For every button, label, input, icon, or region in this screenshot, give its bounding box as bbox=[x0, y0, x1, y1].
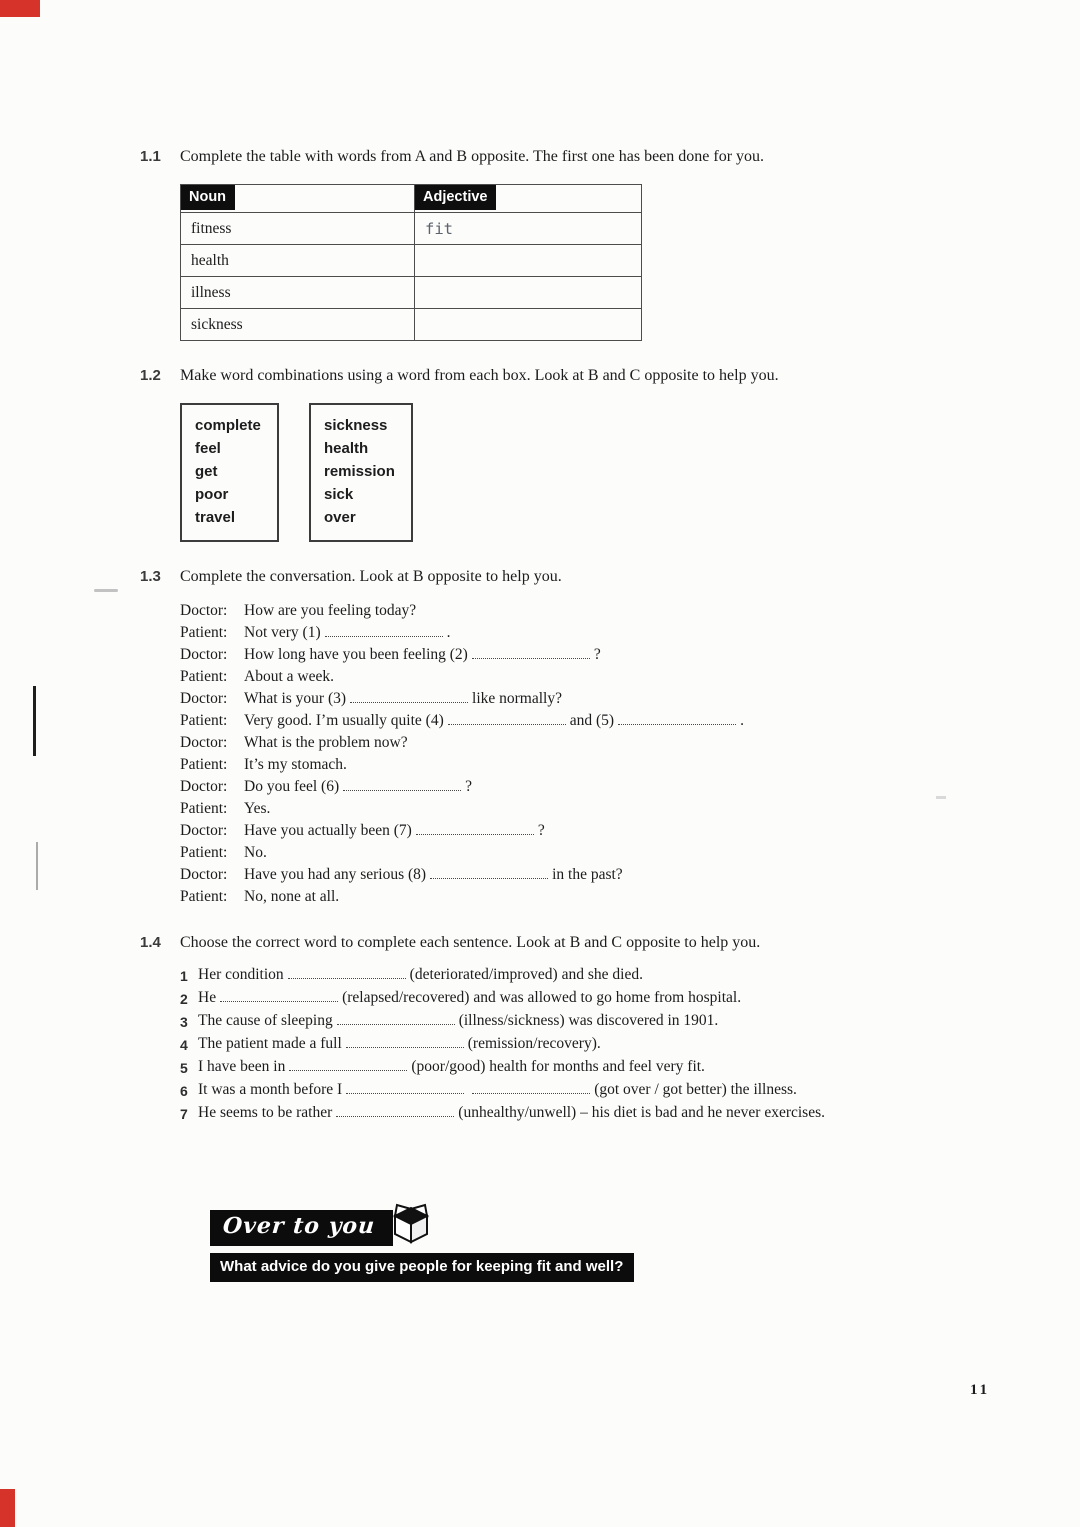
noun-cell: health bbox=[181, 245, 415, 277]
exercise-number: 1.2 bbox=[140, 367, 161, 384]
sentence-number: 4 bbox=[180, 1037, 188, 1053]
answer-blank bbox=[350, 691, 468, 703]
conversation-line bbox=[180, 710, 952, 732]
table-row bbox=[181, 213, 642, 245]
box-word: remission bbox=[324, 463, 395, 480]
table-row bbox=[181, 309, 642, 341]
exercise-1-2 bbox=[140, 365, 952, 542]
text-segment: No, none at all. bbox=[244, 888, 340, 905]
exercise-instruction: Complete the conversation. Look at B opposite to help you. bbox=[180, 568, 562, 585]
over-to-you-title: Over to you bbox=[221, 1213, 377, 1239]
box-word: feel bbox=[195, 440, 221, 457]
speaker-label: Doctor: bbox=[180, 822, 228, 839]
adjective-cell bbox=[415, 277, 642, 309]
sentence bbox=[180, 1102, 952, 1125]
text-segment: What is your (3) bbox=[244, 690, 347, 707]
text-segment: and (5) bbox=[569, 712, 615, 729]
conversation-line bbox=[180, 644, 952, 666]
text-segment: Have you actually been (7) bbox=[244, 822, 412, 839]
page-number: 11 bbox=[970, 1382, 991, 1398]
sentence bbox=[180, 1056, 952, 1079]
answer-blank bbox=[618, 713, 736, 725]
noun-adjective-table-body bbox=[181, 213, 642, 341]
text-segment: Have you had any serious (8) bbox=[244, 866, 427, 883]
line-text bbox=[244, 798, 952, 820]
conversation-line bbox=[180, 754, 952, 776]
speaker-label: Patient: bbox=[180, 624, 228, 641]
over-to-you-section bbox=[210, 1203, 952, 1282]
sentence bbox=[180, 987, 952, 1010]
answer-blank bbox=[472, 1082, 590, 1094]
word-boxes bbox=[180, 403, 952, 542]
answer-blank bbox=[416, 823, 534, 835]
text-segment: (got over / got better) the illness. bbox=[594, 1081, 797, 1098]
sentence bbox=[180, 964, 952, 987]
text-segment: It’s my stomach. bbox=[244, 756, 347, 773]
conversation-line bbox=[180, 776, 952, 798]
noun-header-label: Noun bbox=[181, 185, 235, 210]
text-segment: He seems to be rather bbox=[198, 1104, 333, 1121]
conversation-line bbox=[180, 820, 952, 842]
line-text bbox=[244, 842, 952, 864]
answer-blank bbox=[430, 867, 548, 879]
sentence bbox=[180, 1010, 952, 1033]
line-text bbox=[244, 776, 952, 798]
over-to-you-banner bbox=[210, 1210, 393, 1246]
text-segment: (deteriorated/improved) and she died. bbox=[409, 966, 643, 983]
text-segment: (remission/recovery). bbox=[467, 1035, 601, 1052]
text-segment: What is the problem now? bbox=[244, 734, 408, 751]
text-segment: (relapsed/recovered) and was allowed to go home from hospital. bbox=[342, 989, 742, 1006]
box-word: sick bbox=[324, 486, 354, 503]
table-row bbox=[181, 245, 642, 277]
line-text bbox=[244, 864, 952, 886]
answer-blank bbox=[325, 625, 443, 637]
text-segment: . bbox=[446, 624, 451, 641]
line-text bbox=[244, 622, 952, 644]
adjective-header-label: Adjective bbox=[415, 185, 496, 210]
speaker-label: Doctor: bbox=[180, 602, 228, 619]
text-segment: Very good. I’m usually quite (4) bbox=[244, 712, 444, 729]
text-segment: . bbox=[740, 712, 744, 729]
exercise-1-4 bbox=[140, 932, 952, 1125]
text-segment: How long have you been feeling (2) bbox=[244, 646, 468, 663]
text-segment: It was a month before I bbox=[198, 1081, 343, 1098]
sentence-text bbox=[198, 1102, 898, 1125]
sentence-number: 2 bbox=[180, 991, 188, 1007]
text-segment: in the past? bbox=[552, 866, 623, 883]
word-box-2 bbox=[309, 403, 413, 542]
text-segment: like normally? bbox=[472, 690, 562, 707]
line-text bbox=[244, 644, 952, 666]
exercise-instruction: Choose the correct word to complete each sentence. Look at B and C opposite to help you. bbox=[180, 934, 761, 951]
answer-blank bbox=[472, 647, 590, 659]
scan-artifact-line-faint bbox=[36, 842, 38, 890]
conversation-line bbox=[180, 732, 952, 754]
over-to-you-question: What advice do you give people for keeping fit and well? bbox=[210, 1253, 634, 1282]
scan-artifact-dash bbox=[94, 589, 118, 592]
adjective-cell bbox=[415, 309, 642, 341]
box-word: travel bbox=[195, 509, 236, 526]
box-word: get bbox=[195, 463, 218, 480]
exercise-instruction: Make word combinations using a word from each box. Look at B and C opposite to help you. bbox=[180, 367, 779, 384]
conversation-line bbox=[180, 622, 952, 644]
noun-adjective-table bbox=[180, 184, 642, 341]
text-segment: The cause of sleeping bbox=[198, 1012, 333, 1029]
box-word: health bbox=[324, 440, 369, 457]
conversation-line bbox=[180, 842, 952, 864]
answer-blank bbox=[220, 990, 338, 1002]
adjective-cell bbox=[415, 245, 642, 277]
text-segment: I have been in bbox=[198, 1058, 286, 1075]
answer-blank bbox=[289, 1059, 407, 1071]
noun-cell: sickness bbox=[181, 309, 415, 341]
line-text bbox=[244, 820, 952, 842]
text-segment: (unhealthy/unwell) – his diet is bad and he never exercises. bbox=[458, 1104, 825, 1121]
sentence-number: 1 bbox=[180, 968, 188, 984]
adjective-cell: fit bbox=[415, 213, 642, 245]
sentence bbox=[180, 1033, 952, 1056]
conversation-line bbox=[180, 600, 952, 622]
line-text bbox=[244, 886, 952, 908]
speaker-label: Patient: bbox=[180, 668, 228, 685]
text-segment: About a week. bbox=[244, 668, 334, 685]
table-header-row bbox=[181, 185, 642, 213]
sentence-text bbox=[198, 964, 898, 987]
adjective-header-cell bbox=[415, 185, 642, 213]
speaker-label: Doctor: bbox=[180, 690, 228, 707]
scan-artifact-red-top bbox=[0, 0, 40, 17]
sentence-text bbox=[198, 987, 898, 1010]
page-content bbox=[140, 146, 952, 1282]
line-text bbox=[244, 666, 952, 688]
text-segment: ? bbox=[537, 822, 545, 839]
sentence-text bbox=[198, 1010, 898, 1033]
text-segment: Yes. bbox=[244, 800, 271, 817]
exercise-number: 1.4 bbox=[140, 934, 161, 951]
conversation-line bbox=[180, 864, 952, 886]
line-text bbox=[244, 754, 952, 776]
table-row bbox=[181, 277, 642, 309]
line-text bbox=[244, 688, 952, 710]
text-segment: ? bbox=[593, 646, 601, 663]
sentence bbox=[180, 1079, 952, 1102]
sentence-number: 6 bbox=[180, 1083, 188, 1099]
exercise-1-1 bbox=[140, 146, 952, 341]
word-box-1 bbox=[180, 403, 279, 542]
text-segment: The patient made a full bbox=[198, 1035, 342, 1052]
text-segment: ? bbox=[465, 778, 473, 795]
sentence-number: 3 bbox=[180, 1014, 188, 1030]
conversation-line bbox=[180, 666, 952, 688]
box-word: sickness bbox=[324, 417, 388, 434]
sentence-text bbox=[198, 1056, 898, 1079]
exercise-number: 1.3 bbox=[140, 568, 161, 585]
conversation-line bbox=[180, 886, 952, 908]
box-word: over bbox=[324, 509, 356, 526]
line-text bbox=[244, 732, 952, 754]
open-box-icon bbox=[388, 1203, 434, 1245]
speaker-label: Doctor: bbox=[180, 646, 228, 663]
sentence-number: 5 bbox=[180, 1060, 188, 1076]
text-segment: He bbox=[198, 989, 217, 1006]
speaker-label: Doctor: bbox=[180, 866, 228, 883]
text-segment: No. bbox=[244, 844, 267, 861]
noun-header-cell bbox=[181, 185, 415, 213]
scan-artifact-line bbox=[33, 686, 36, 756]
noun-cell: fitness bbox=[181, 213, 415, 245]
line-text bbox=[244, 600, 952, 622]
answer-blank bbox=[336, 1105, 454, 1117]
speaker-label: Doctor: bbox=[180, 778, 228, 795]
sentence-list bbox=[180, 964, 952, 1125]
sentence-number: 7 bbox=[180, 1106, 188, 1122]
exercise-instruction: Complete the table with words from A and B opposite. The first one has been done for you. bbox=[180, 148, 765, 165]
speaker-label: Patient: bbox=[180, 756, 228, 773]
answer-blank bbox=[337, 1013, 455, 1025]
speaker-label: Patient: bbox=[180, 888, 228, 905]
answer-blank bbox=[346, 1082, 464, 1094]
speaker-label: Patient: bbox=[180, 800, 228, 817]
answer-blank bbox=[448, 713, 566, 725]
noun-cell: illness bbox=[181, 277, 415, 309]
text-segment: Not very (1) bbox=[244, 624, 321, 641]
sentence-text bbox=[198, 1079, 898, 1102]
text-segment: (poor/good) health for months and feel very fit. bbox=[411, 1058, 705, 1075]
text-segment: Her condition bbox=[198, 966, 284, 983]
box-word: poor bbox=[195, 486, 229, 503]
conversation-line bbox=[180, 688, 952, 710]
answer-blank bbox=[346, 1036, 464, 1048]
speaker-label: Doctor: bbox=[180, 734, 228, 751]
conversation bbox=[180, 600, 952, 908]
line-text bbox=[244, 710, 952, 732]
answer-blank bbox=[343, 779, 461, 791]
exercise-1-3 bbox=[140, 566, 952, 908]
sentence-text bbox=[198, 1033, 898, 1056]
box-word: complete bbox=[195, 417, 261, 434]
scan-artifact-red-bottom bbox=[0, 1489, 15, 1527]
text-segment: Do you feel (6) bbox=[244, 778, 340, 795]
speaker-label: Patient: bbox=[180, 844, 228, 861]
answer-blank bbox=[288, 967, 406, 979]
text-segment: (illness/sickness) was discovered in 1901. bbox=[458, 1012, 719, 1029]
exercise-number: 1.1 bbox=[140, 148, 161, 165]
conversation-line bbox=[180, 798, 952, 820]
speaker-label: Patient: bbox=[180, 712, 228, 729]
text-segment: How are you feeling today? bbox=[244, 602, 417, 619]
